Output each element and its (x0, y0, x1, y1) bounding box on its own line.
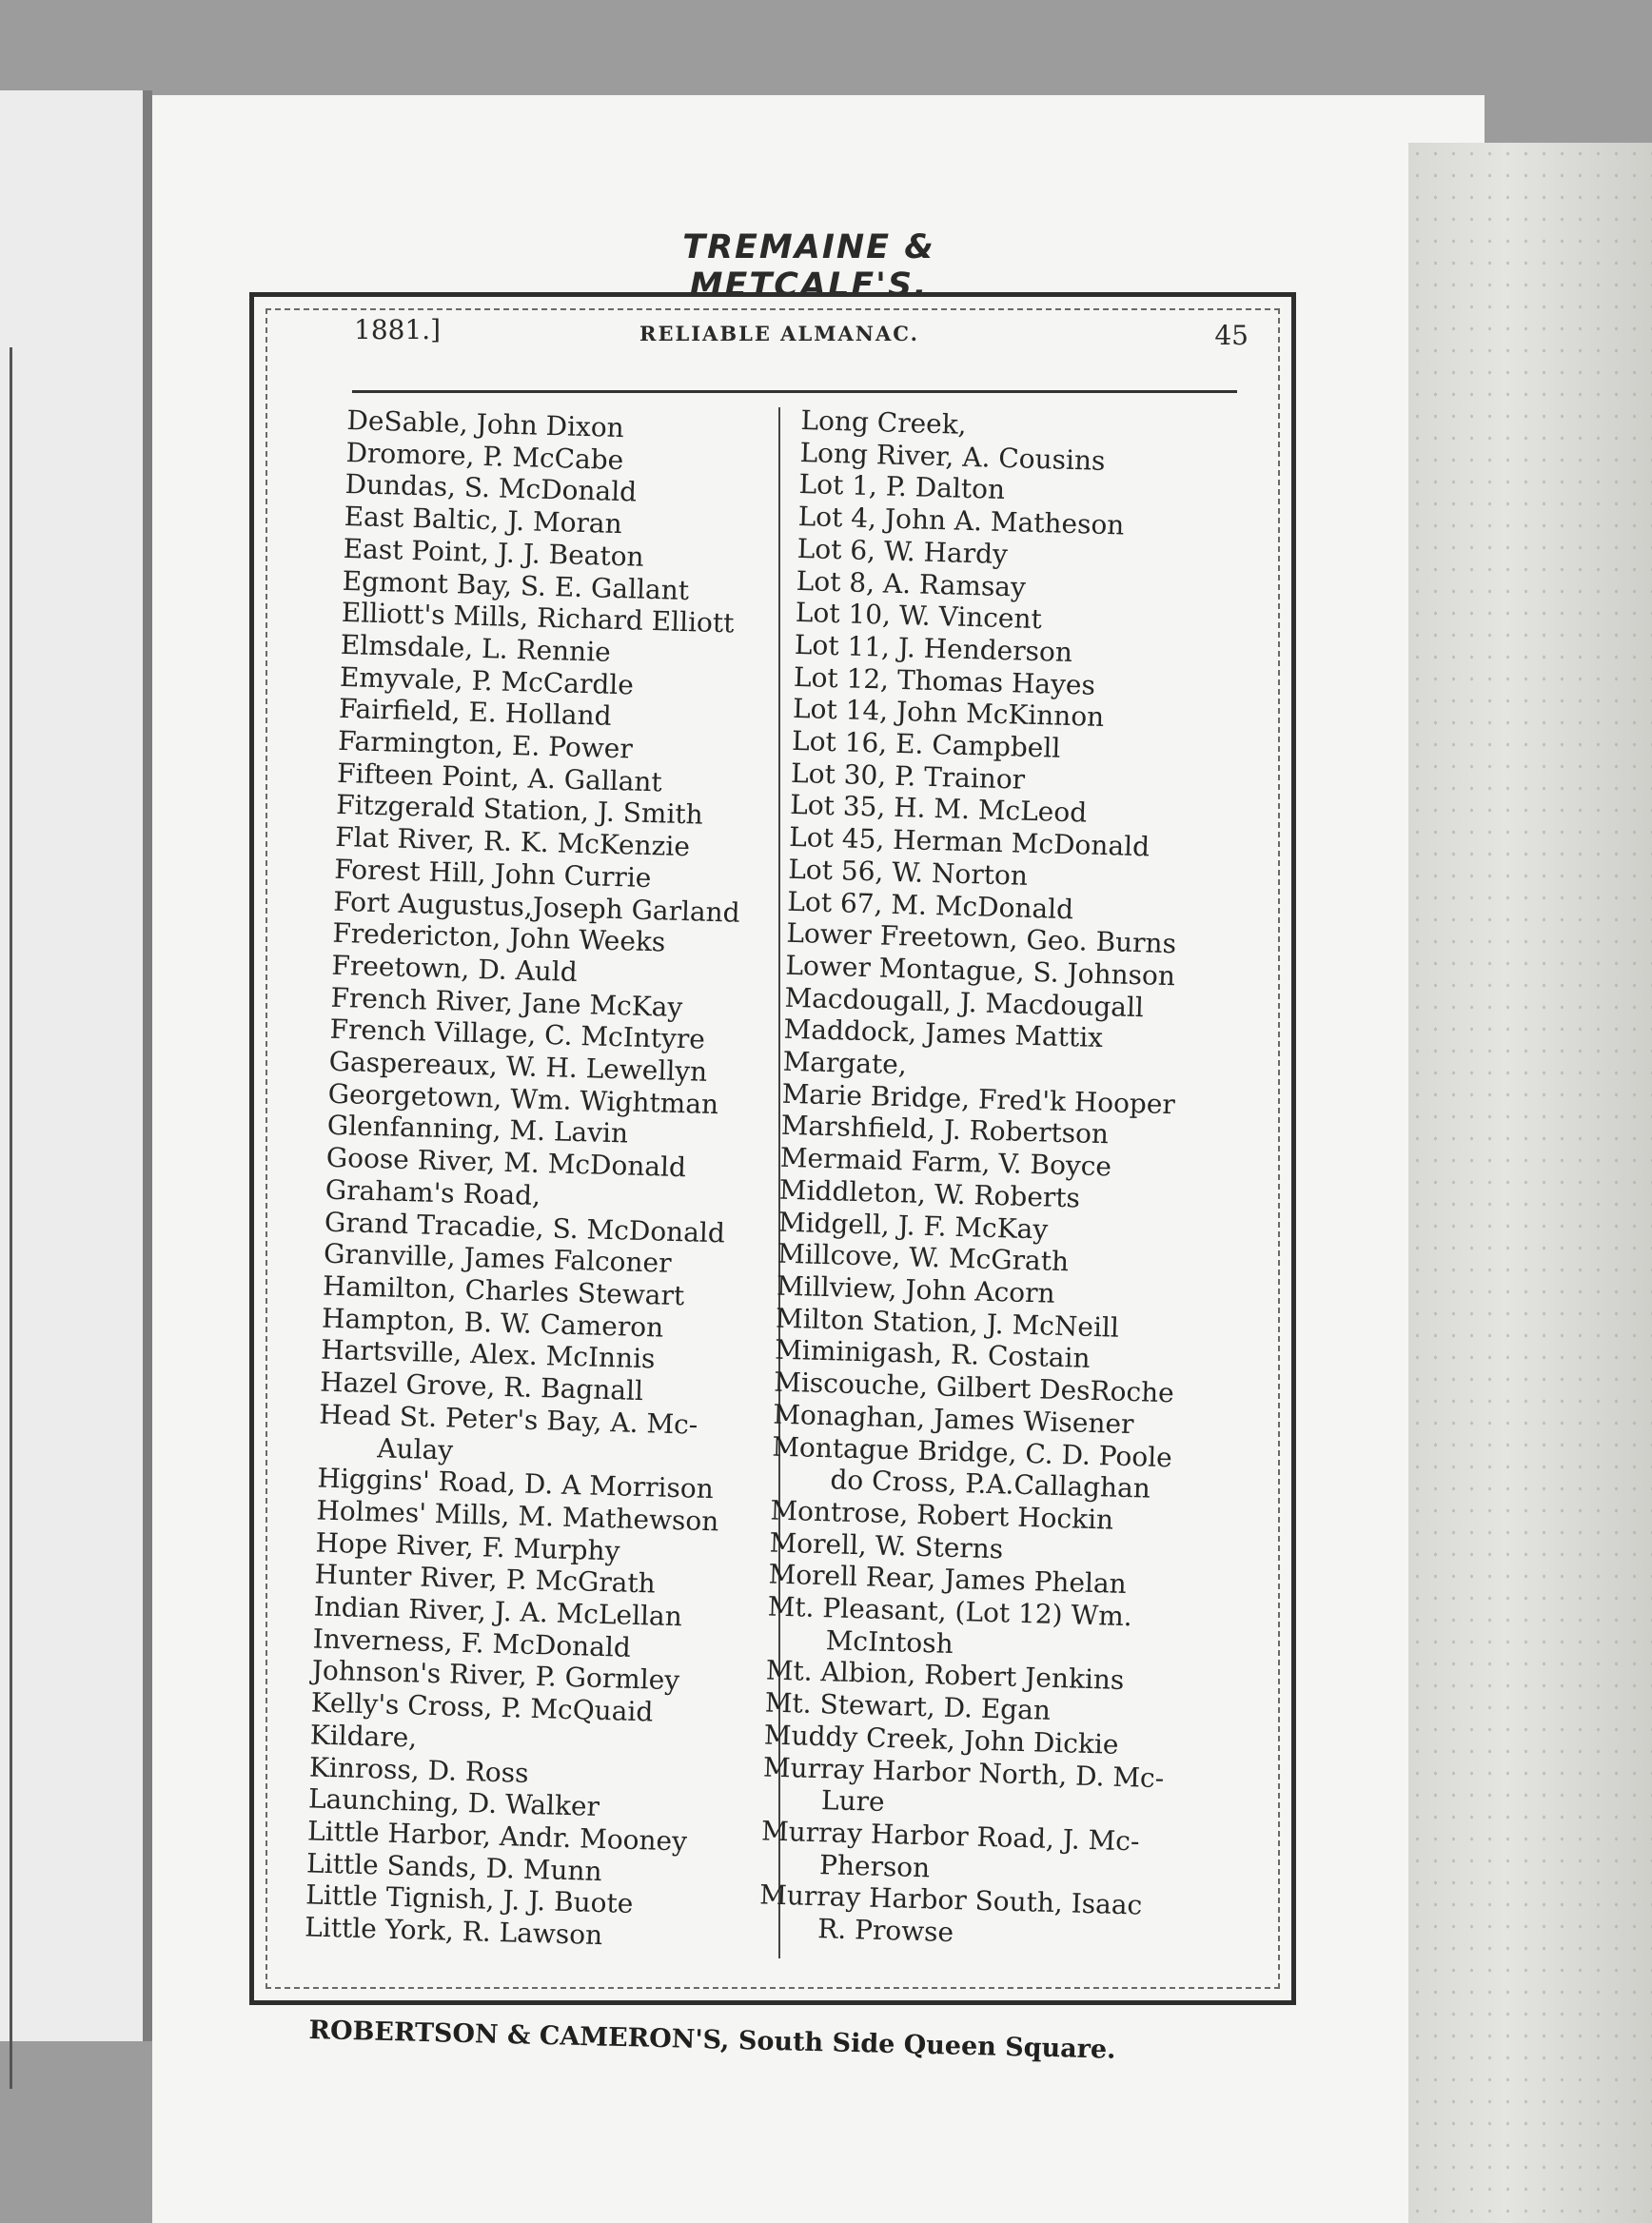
list-item: Lot 1, P. Dalton (798, 468, 1006, 506)
list-item: Long Creek, (800, 404, 968, 441)
list-item: Midgell, J. F. McKay (777, 1206, 1049, 1246)
list-item: Graham's Road, (324, 1173, 541, 1211)
list-item: Murray Harbor North, D. Mc- (762, 1750, 1165, 1794)
list-item: Murray Harbor South, Isaac (758, 1879, 1143, 1921)
list-item: Fredericton, John Weeks (332, 917, 666, 958)
list-item: Murray Harbor Road, J. Mc- (760, 1815, 1140, 1858)
list-item: Grand Tracadie, S. McDonald (324, 1206, 726, 1249)
list-item: Forest Hill, John Currie (333, 853, 652, 894)
list-item: Hunter River, P. McGrath (314, 1558, 657, 1600)
list-item: Dundas, S. McDonald (344, 468, 638, 508)
list-item: Little Tignish, J. J. Buote (305, 1879, 634, 1920)
page-block-edge (1408, 143, 1652, 2223)
list-item-continuation: Lure (820, 1784, 886, 1819)
list-item-continuation: Pherson (818, 1848, 931, 1884)
list-item: Margate, (782, 1045, 908, 1081)
list-item: Emyvale, P. McCardle (339, 660, 635, 701)
header-rule (352, 390, 1237, 393)
list-item: Inverness, F. McDonald (312, 1623, 632, 1663)
list-item: Marshfield, J. Robertson (780, 1110, 1110, 1151)
list-item: Hazel Grove, R. Bagnall (319, 1366, 644, 1407)
list-item: Johnson's River, P. Gormley (311, 1654, 680, 1697)
list-item: Kelly's Cross, P. McQuaid (310, 1686, 654, 1728)
facing-page-edge (0, 90, 152, 2041)
list-item-continuation: do Cross, P.A.Callaghan (829, 1464, 1151, 1505)
list-item: Georgetown, Wm. Wightman (327, 1077, 719, 1120)
list-item: Mermaid Farm, V. Boyce (779, 1141, 1112, 1183)
list-item: Indian River, J. A. McLellan (313, 1590, 683, 1633)
list-item: Lot 45, Herman McDonald (788, 820, 1150, 863)
list-item: Hartsville, Alex. McInnis (320, 1334, 656, 1375)
list-item: Kildare, (309, 1719, 418, 1754)
page-number: 45 (1214, 320, 1249, 351)
book-header: TREMAINE & METCALF'S. (682, 228, 935, 305)
list-item: Head St. Peter's Bay, A. Mc- (318, 1398, 698, 1441)
list-item: Muddy Creek, John Dickie (763, 1719, 1119, 1761)
list-item: Mt. Stewart, D. Egan (764, 1686, 1052, 1726)
list-item: Macdougall, J. Macdougall (784, 981, 1145, 1023)
list-item: Lot 11, J. Henderson (794, 628, 1073, 668)
list-item: Farmington, E. Power (337, 724, 634, 765)
left-column (305, 404, 785, 1956)
list-item: Maddock, James Mattix (783, 1013, 1104, 1054)
list-item: Lot 12, Thomas Hayes (793, 660, 1096, 701)
list-item: Morell, W. Sterns (769, 1526, 1004, 1564)
list-item: Middleton, W. Roberts (778, 1173, 1081, 1214)
running-head-year: 1881.] (354, 314, 442, 345)
list-item: Launching, D. Walker (307, 1782, 600, 1823)
list-item: Miscouche, Gilbert DesRoche (773, 1366, 1175, 1409)
list-item: East Point, J. J. Beaton (343, 532, 645, 573)
list-item: Lot 4, John A. Matheson (797, 501, 1125, 541)
advertiser-footer: ROBERTSON & CAMERON'S, South Side Queen Square. (308, 2016, 1116, 2065)
list-item: Gaspereaux, W. H. Lewellyn (328, 1045, 708, 1088)
list-item: Morell Rear, James Phelan (768, 1558, 1128, 1601)
list-item: Elliott's Mills, Richard Elliott (341, 597, 735, 639)
list-item: Millcove, W. McGrath (777, 1237, 1070, 1278)
running-head-title: RELIABLE ALMANAC. (639, 322, 919, 345)
list-item: Millview, John Acorn (776, 1269, 1056, 1309)
list-item: Lot 30, P. Trainor (790, 757, 1026, 796)
list-item: Lot 10, W. Vincent (795, 597, 1043, 636)
list-item: Lot 16, E. Campbell (791, 724, 1061, 764)
list-item: Mt. Pleasant, (Lot 12) Wm. (767, 1590, 1133, 1633)
list-item: DeSable, John Dixon (346, 404, 625, 444)
list-item: Long River, A. Cousins (799, 436, 1106, 477)
list-item: Egmont Bay, S. E. Gallant (342, 564, 690, 606)
list-item: Fifteen Point, A. Gallant (336, 757, 663, 798)
list-item: Monaghan, James Wisener (772, 1398, 1134, 1440)
list-item: Granville, James Falconer (323, 1237, 672, 1280)
list-item: Hope River, F. Murphy (315, 1526, 620, 1567)
list-item: Lot 56, W. Norton (787, 853, 1029, 892)
list-item: Dromore, P. McCabe (345, 436, 624, 476)
list-item: Marie Bridge, Fred'k Hooper (781, 1077, 1176, 1121)
list-item: French River, Jane McKay (330, 981, 683, 1023)
list-item: Little Sands, D. Munn (305, 1847, 603, 1887)
list-item: Montrose, Robert Hockin (770, 1494, 1114, 1536)
list-item: Hampton, B. W. Cameron (321, 1302, 664, 1344)
list-item: Lot 14, John McKinnon (792, 693, 1105, 734)
list-item: East Baltic, J. Moran (344, 501, 623, 541)
list-item: Mt. Albion, Robert Jenkins (765, 1654, 1125, 1697)
list-item: Goose River, M. McDonald (325, 1141, 687, 1184)
list-item: Lower Freetown, Geo. Burns (786, 917, 1177, 960)
list-item: Milton Station, J. McNeill (775, 1302, 1120, 1344)
list-item: Fairfield, E. Holland (338, 693, 612, 733)
facing-page-rule (0, 347, 12, 2089)
list-item: Lot 8, A. Ramsay (796, 564, 1027, 603)
list-item: Little York, R. Lawson (304, 1911, 603, 1952)
list-item: Flat River, R. K. McKenzie (334, 820, 691, 863)
list-item-continuation: McIntosh (825, 1623, 954, 1660)
list-item: Fort Augustus,Joseph Garland (332, 885, 741, 929)
running-head (354, 314, 1249, 367)
list-item: Higgins' Road, D. A Morrison (317, 1462, 715, 1505)
list-item: Lot 6, W. Hardy (796, 532, 1009, 570)
list-item: Glenfanning, M. Lavin (326, 1110, 629, 1150)
list-item: Holmes' Mills, M. Mathewson (316, 1494, 719, 1538)
list-item: Little Harbor, Andr. Mooney (306, 1815, 688, 1858)
list-item: Kinross, D. Ross (308, 1750, 530, 1789)
list-item: Miminigash, R. Costain (774, 1334, 1091, 1375)
list-item: Hamilton, Charles Stewart (322, 1269, 685, 1312)
list-item: Lot 67, M. McDonald (786, 885, 1074, 925)
list-item: Fitzgerald Station, J. Smith (335, 789, 704, 832)
list-item: Montague Bridge, C. D. Poole (771, 1430, 1173, 1473)
list-item-continuation: Aulay (376, 1431, 454, 1466)
list-item-continuation: R. Prowse (816, 1913, 954, 1949)
list-item: Freetown, D. Auld (331, 949, 579, 988)
list-item: Lot 35, H. M. McLeod (789, 789, 1088, 829)
list-item: Lower Montague, S. Johnson (785, 949, 1176, 993)
list-item: Elmsdale, L. Rennie (340, 628, 612, 668)
list-item: French Village, C. McIntyre (329, 1013, 706, 1056)
right-column (758, 404, 1249, 1956)
